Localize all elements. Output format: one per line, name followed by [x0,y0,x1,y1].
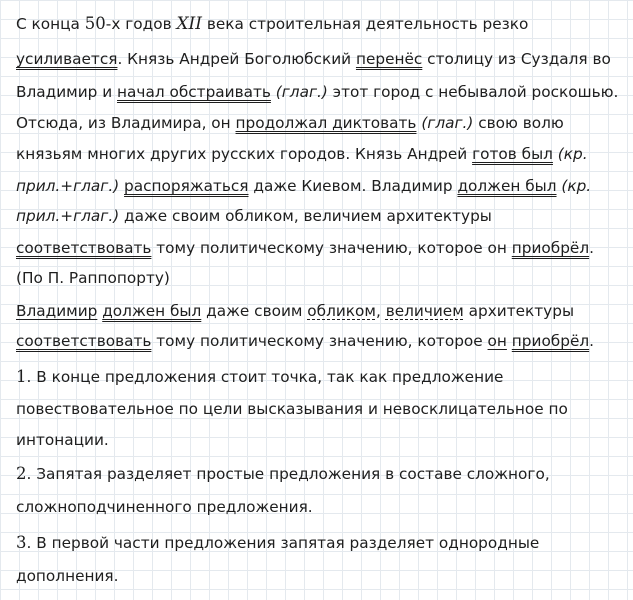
answer-1-line-2 [16,399,568,419]
answer-text: . Запятая разделяет простые предложения в составе сложного, [26,465,550,483]
passage-line-3 [16,82,618,102]
answer-text: интонации. [16,431,109,449]
text: князьям многих других русских городов. Князь Андрей [16,145,473,163]
passage-source [16,268,170,288]
text: столицу из Суздаля во [422,50,611,68]
passage-line-5 [16,144,588,164]
answer-text: сложноподчиненного предложения. [16,498,313,516]
predicate: перенёс [355,50,423,68]
answer-text: . В конце предложения стоит точка, так как предложение [26,368,504,386]
number: 50 [84,14,106,33]
predicate: должен был [457,177,557,195]
text: . [589,332,595,350]
predicate: готов был [472,145,553,163]
text: С конца [16,15,85,33]
passage-line-6 [16,176,591,196]
answer-text: дополнения. [16,567,119,585]
object: величием [385,302,464,320]
text: свою волю [473,114,564,132]
text: -х годов [105,15,177,33]
predicate: приобрёл [511,239,590,257]
text: . [589,239,594,257]
text: этот город с небывалой роскошью. [327,83,619,101]
text: Отсюда, из Владимира, он [16,114,236,132]
text: тому политическому значению, которое [151,332,488,350]
grammar-note: (глаг.) [416,114,474,132]
answer-text: . В первой части предложения запятая разделяет однородные [26,534,540,552]
grammar-note: прил.+глаг.) [16,177,120,195]
text: Владимир и [16,83,118,101]
grammar-note: (кр. [556,177,592,195]
answer-number: 1 [16,367,27,386]
text: даже своим обликом, величием архитектуры [119,207,492,225]
passage-line-2 [16,49,611,69]
text: даже своим [201,302,308,320]
answer-2-line-2 [16,497,313,517]
subject: Владимир [16,302,98,320]
passage-line-4 [16,113,564,133]
passage-line-1 [16,14,528,34]
text: . Князь Андрей Боголюбский [117,50,356,68]
text: тому политическому значению, которое он [151,239,512,257]
grammar-note: (глаг.) [270,83,328,101]
predicate: должен был [102,302,202,320]
answer-3-line-2 [16,566,119,586]
answer-number: 3 [16,533,27,552]
predicate: усиливается [16,50,118,68]
answer-2-line-1 [16,464,550,484]
grammar-note: прил.+глаг.) [16,207,120,225]
analysis-line-2 [16,331,594,351]
answer-1-line-3 [16,430,109,450]
text: века строительная деятельность резко [202,15,529,33]
analysis-line-1 [16,301,574,321]
answer-3-line-1 [16,533,539,553]
answer-number: 2 [16,464,27,483]
source-attribution: (По П. Раппопорту) [16,269,170,287]
text: архитектуры [463,302,575,320]
grammar-note: (кр. [552,145,588,163]
answer-1-line-1 [16,367,503,387]
predicate: распоряжаться [124,177,249,195]
answer-text: повествовательное по цели высказывания и невосклицательное по [16,400,568,418]
object: обликом [307,302,376,320]
roman-numeral: XII [176,14,202,34]
predicate: начал обстраивать [117,83,271,101]
predicate: приобрёл [511,332,590,350]
predicate: соответствовать [16,332,152,350]
text: даже Киевом. Владимир [248,177,458,195]
predicate: продолжал диктовать [235,114,417,132]
subject: он [487,332,507,350]
text: , [375,302,386,320]
predicate: соответствовать [16,239,152,257]
passage-line-8 [16,238,594,258]
passage-line-7 [16,206,492,226]
